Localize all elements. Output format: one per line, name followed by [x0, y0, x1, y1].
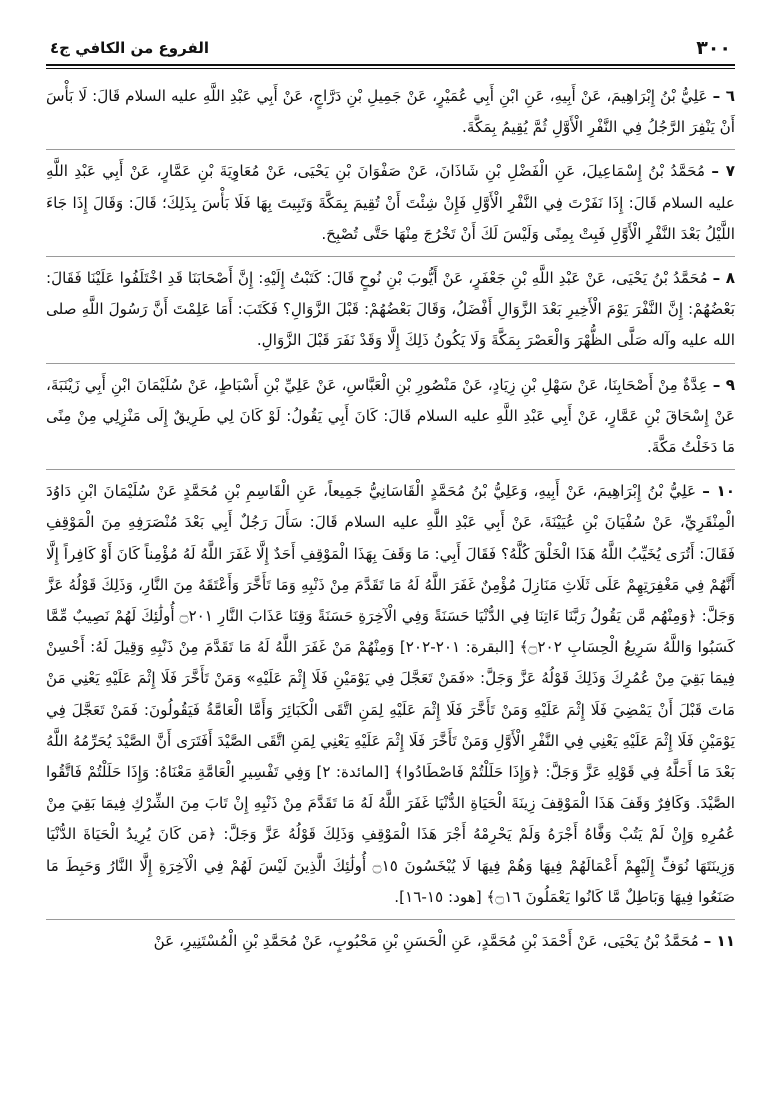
hadith-text: عَلِيُّ بْنُ إِبْرَاهِيمَ، عَنْ أَبِيهِ، وَعَلِيُّ بْنُ مُحَمَّدٍ الْقَاسَانِيُّ جَمِيعاً، عَنِ الْقَاسِمِ بْنِ مُحَمَّدٍ عَنْ سُلَيْمَانَ ابْنِ دَاوُدَ الْمِنْقَرِيِّ، عَنْ سُفْيَانَ بْنِ عُيَيْنَةَ، عَنْ أَبِي عَبْدِ اللَّهِ عليه السلام قَالَ: سَأَلَ رَجُلٌ أَبِي بَعْدَ مُنْصَرَفِهِ مِنَ الْمَوْقِفِ فَقَالَ: أَتُرَى يُخَيِّبُ اللَّهُ هَذَا الْخَلْقَ كُلَّهُ؟ فَقَالَ أَبِي: مَا وَقَفَ بِهَذَا الْمَوْقِفِ أَحَدٌ إِلَّا غَفَرَ اللَّهُ لَهُ مُؤْمِناً كَانَ أَوْ كَافِراً إِلَّا أَنَّهُمْ فِي مَغْفِرَتِهِمْ عَلَى ثَلَاثِ مَنَازِلَ مُؤْمِنٌ غَفَرَ اللَّهُ لَهُ مَا تَقَدَّمَ مِنْ ذَنْبِهِ وَمَا تَأَخَّرَ وَأَعْتَقَهُ مِنَ النَّارِ، وَذَلِكَ قَوْلُهُ عَزَّ وَجَلَّ: ﴿وَمِنْهُم مَّن يَقُولُ رَبَّنَا ءَاتِنَا فِي الدُّنْيَا حَسَنَةً وَفِي الْآخِرَةِ حَسَنَةً وَقِنَا عَذَابَ النَّارِ ۝٢٠١ أُولَٰئِكَ لَهُمْ نَصِيبٌ مِّمَّا كَسَبُوا وَاللَّهُ سَرِيعُ الْحِسَابِ ۝٢٠٢﴾ [البقرة: ٢٠١-٢٠٢] وَمِنْهُمْ مَنْ غَفَرَ اللَّهُ لَهُ مَا تَقَدَّمَ مِنْ ذَنْبِهِ وَقِيلَ لَهُ: أَحْسِنْ فِيمَا بَقِيَ مِنْ عُمُرِكَ وَذَلِكَ قَوْلُهُ عَزَّ وَجَلَّ: «فَمَنْ تَعَجَّلَ فِي يَوْمَيْنِ فَلَا إِثْمَ عَلَيْهِ» وَمَنْ تَأَخَّرَ فَلَا إِثْمَ عَلَيْهِ يَعْنِي مَنْ مَاتَ قَبْلَ أَنْ يَمْضِيَ فَلَا إِثْمَ عَلَيْهِ وَمَنْ تَأَخَّرَ فَلَا إِثْمَ عَلَيْهِ لِمَنِ اتَّقَى الْكَبَائِرَ وَأَمَّا الْعَامَّةُ فَيَقُولُونَ: فَمَنْ تَعَجَّلَ فِي يَوْمَيْنِ فَلَا إِثْمَ عَلَيْهِ يَعْنِي فِي النَّفْرِ الْأَوَّلِ وَمَنْ تَأَخَّرَ فَلَا إِثْمَ عَلَيْهِ يَعْنِي لِمَنِ اتَّقَى الصَّيْدَ أَفَتَرَى أَنَّ الصَّيْدَ يُحَرِّمُهُ اللَّهُ بَعْدَ مَا أَحَلَّهُ فِي قَوْلِهِ عَزَّ وَجَلَّ: ﴿وَإِذَا حَلَلْتُمْ فَاصْطَادُوا﴾ [المائدة: ٢] وَفِي تَفْسِيرِ الْعَامَّةِ مَعْنَاهُ: وَإِذَا حَلَلْتُمْ فَاتَّقُوا الصَّيْدَ. وَكَافِرٌ وَقَفَ هَذَا الْمَوْقِفَ زِينَةَ الْحَيَاةِ الدُّنْيَا غَفَرَ اللَّهُ لَهُ مَا تَقَدَّمَ مِنْ ذَنْبِهِ إِنْ تَابَ مِنَ الشِّرْكِ فِيمَا بَقِيَ مِنْ عُمُرِهِ وَإِنْ لَمْ يَتُبْ وَفَّاهُ أَجْرَهُ وَلَمْ يَحْرِمْهُ أَجْرَ هَذَا الْمَوْقِفِ وَذَلِكَ قَوْلُهُ عَزَّ وَجَلَّ: ﴿مَن كَانَ يُرِيدُ الْحَيَاةَ الدُّنْيَا وَزِينَتَهَا نُوَفِّ إِلَيْهِمْ أَعْمَالَهُمْ فِيهَا وَهُمْ فِيهَا لَا يُبْخَسُونَ ۝١٥ أُولَٰئِكَ الَّذِينَ لَيْسَ لَهُمْ فِي الْآخِرَةِ إِلَّا النَّارُ وَحَبِطَ مَا صَنَعُوا فِيهَا وَبَاطِلٌ مَّا كَانُوا يَعْمَلُونَ ۝١٦﴾ [هود: ١٥-١٦]. [46, 482, 736, 906]
header-rule-thin [46, 68, 735, 69]
hadith-8 [46, 263, 735, 357]
book-title: الفروع من الكافي ج٤ [50, 39, 210, 57]
hadith-number: ٧ – [711, 162, 735, 181]
hadith-separator [46, 149, 735, 150]
hadith-7 [46, 156, 735, 250]
hadith-separator [46, 256, 735, 257]
hadith-9 [46, 370, 735, 464]
hadith-number: ١١ – [703, 932, 735, 951]
hadith-text: مُحَمَّدُ بْنُ إِسْمَاعِيلَ، عَنِ الْفَضْلِ بْنِ شَاذَانَ، عَنْ صَفْوَانَ بْنِ يَحْيَى، عَنْ مُعَاوِيَةَ بْنِ عَمَّارٍ، عَنْ أَبِي عَبْدِ اللَّهِ عليه السلام قَالَ: إِذَا نَفَرْتَ فِي النَّفْرِ الْأَوَّلِ فَإِنْ شِئْتَ أَنْ تُقِيمَ بِمَكَّةَ وَتَبِيتَ بِهَا فَلَا بَأْسَ بِذَلِكَ؛ قَالَ: وَقَالَ إِذَا جَاءَ اللَّيْلُ بَعْدَ النَّفْرِ الْأَوَّلِ فَبِتْ بِمِنًى وَلَيْسَ لَكَ أَنْ تَخْرُجَ مِنْهَا حَتَّى تُصْبِحَ. [46, 162, 735, 243]
hadith-separator [46, 363, 735, 364]
page-body [46, 81, 735, 957]
hadith-text: مُحَمَّدُ بْنُ يَحْيَى، عَنْ أَحْمَدَ بْنِ مُحَمَّدٍ، عَنِ الْحَسَنِ بْنِ مَحْبُوبٍ، عَنْ مُحَمَّدِ بْنِ الْمُسْتَنِيرِ، عَنْ [153, 932, 699, 951]
page-header [46, 30, 735, 60]
hadith-number: ٨ – [712, 269, 735, 288]
hadith-separator [46, 469, 735, 470]
header-rule [46, 64, 735, 66]
hadith-text: عَلِيُّ بْنُ إِبْرَاهِيمَ، عَنْ أَبِيهِ، عَنِ ابْنِ أَبِي عُمَيْرٍ، عَنْ جَمِيلِ بْنِ دَرَّاجٍ، عَنْ أَبِي عَبْدِ اللَّهِ عليه السلام قَالَ: لَا بَأْسَ أَنْ يَنْفِرَ الرَّجُلُ فِي النَّفْرِ الْأَوَّلِ ثُمَّ يُقِيمُ بِمَكَّةَ. [46, 87, 735, 137]
hadith-number: ٩ – [712, 375, 736, 394]
hadith-number: ٦ – [712, 87, 735, 105]
page-number: ٣٠٠ [696, 37, 731, 59]
hadith-6 [46, 81, 735, 143]
hadith-text: عِدَّةٌ مِنْ أَصْحَابِنَا، عَنْ سَهْلِ بْنِ زِيَادٍ، عَنْ مَنْصُورِ بْنِ الْعَبَّاسِ، عَنْ عَلِيِّ بْنِ أَسْبَاطٍ، عَنْ سُلَيْمَانَ ابْنِ أَبِي زَيْنَبَةَ، عَنْ إِسْحَاقَ بْنِ عَمَّارٍ، عَنْ أَبِي عَبْدِ اللَّهِ عليه السلام قَالَ: كَانَ أَبِي يَقُولُ: لَوْ كَانَ لِي طَرِيقٌ إِلَى مَنْزِلِي مِنْ مِنًى مَا دَخَلْتُ مَكَّةَ. [46, 375, 735, 457]
hadith-separator [46, 919, 735, 920]
hadith-text: مُحَمَّدُ بْنُ يَحْيَى، عَنْ عَبْدِ اللَّهِ بْنِ جَعْفَرٍ، عَنْ أَيُّوبَ بْنِ نُوحٍ قَالَ: كَتَبْتُ إِلَيْهِ: إِنَّ أَصْحَابَنَا قَدِ اخْتَلَفُوا عَلَيْنَا فَقَالَ: بَعْضُهُمْ: إِنَّ النَّفْرَ يَوْمَ الْأَخِيرِ بَعْدَ الزَّوَالِ أَفْضَلُ، وَقَالَ بَعْضُهُمْ: قَبْلَ الزَّوَالِ؟ فَكَتَبَ: أَمَا عَلِمْتَ أَنَّ رَسُولَ اللَّهِ صلى الله عليه وآله صَلَّى الظُّهْرَ وَالْعَصْرَ بِمَكَّةَ وَلَا يَكُونُ ذَلِكَ إِلَّا وَقَدْ نَفَرَ قَبْلَ الزَّوَالِ. [46, 269, 735, 350]
hadith-10 [46, 476, 735, 913]
hadith-number: ١٠ – [702, 482, 736, 501]
hadith-11 [46, 926, 735, 957]
